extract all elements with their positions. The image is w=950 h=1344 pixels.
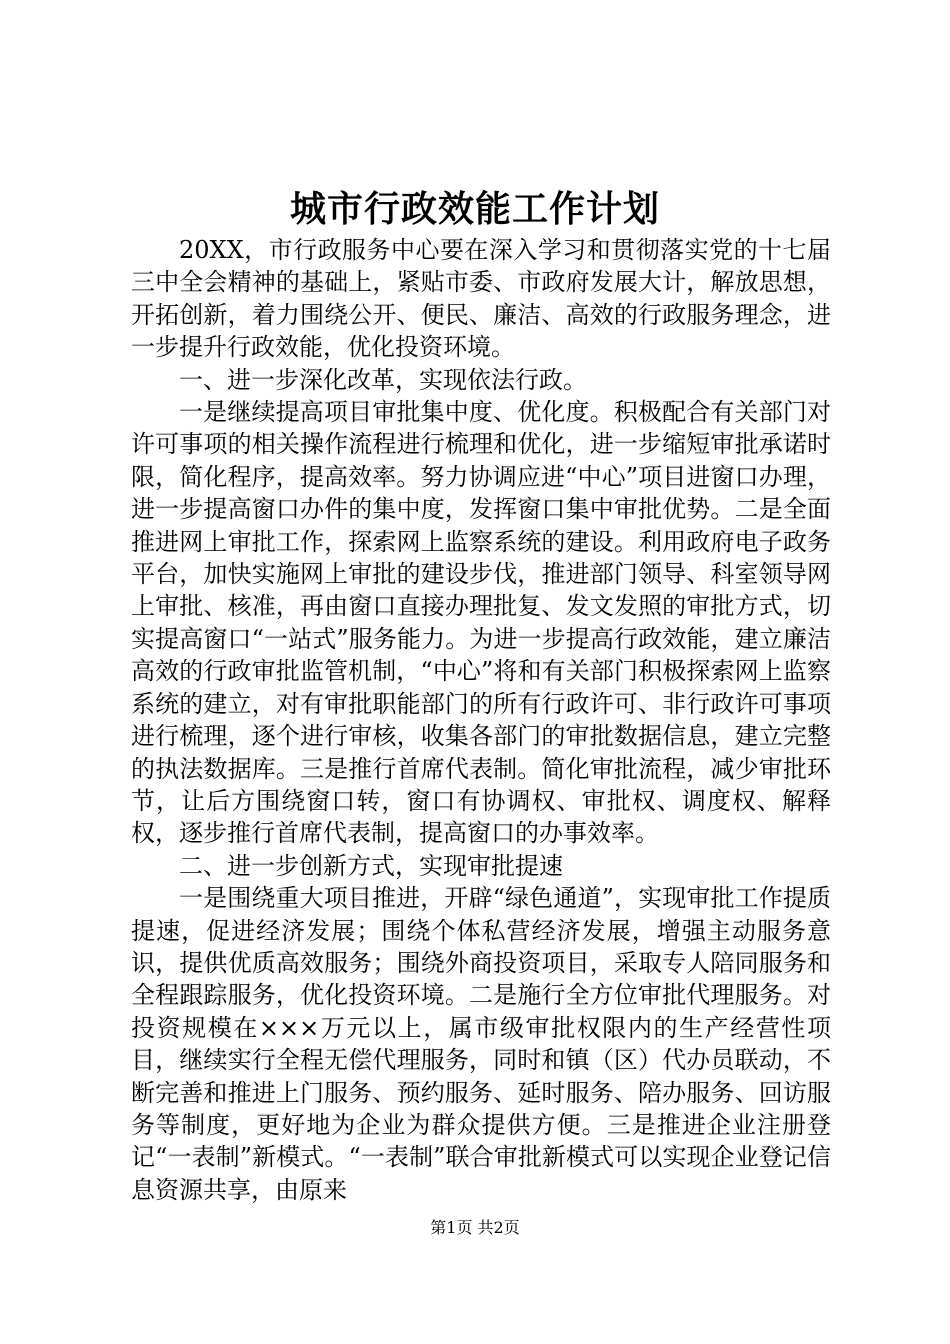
page-indicator: 第1页 共2页 [430, 1218, 520, 1237]
paragraph-section-2: 一是围绕重大项目推进，开辟“绿色通道”，实现审批工作提质提速，促进经济发展；围绕个体私营经济发展，增强主动服务意识，提供优质高效服务；围绕外商投资项目，采取专人陪同服务和全程跟踪服务，优化投资环境。二是施行全方位审批代理服务。对投资规模在×××万元以上，属市级审批权限内的生产经营性项目，继续实行全程无偿代理服务，同时和镇（区）代办员联动，不断完善和推进上门服务、预约服务、延时服务、陪办服务、回访服务等制度，更好地为企业为群众提供方便。三是推进企业注册登记“一表制”新模式。“一表制”联合审批新模式可以实现企业登记信息资源共享，由原来 [131, 884, 831, 1204]
document-body [131, 234, 831, 1206]
paragraph-intro: 20XX，市行政服务中心要在深入学习和贯彻落实党的十七届三中全会精神的基础上，紧贴市委、市政府发展大计，解放思想，开拓创新，着力围绕公开、便民、廉洁、高效的行政服务理念，进一步提升行政效能，优化投资环境。 [131, 236, 831, 362]
paragraph-heading-2: 二、进一步创新方式，实现审批提速 [179, 851, 563, 880]
paragraph-heading-1: 一、进一步深化改革，实现依法行政。 [179, 365, 587, 394]
document-title: 城市行政效能工作计划 [289, 188, 660, 230]
paragraph-section-1: 一是继续提高项目审批集中度、优化度。积极配合有关部门对许可事项的相关操作流程进行梳理和优化，进一步缩短审批承诺时限，简化程序，提高效率。努力协调应进“中心”项目进窗口办理，进一步提高窗口办件的集中度，发挥窗口集中审批优势。二是全面推进网上审批工作，探索网上监察系统的建设。利用政府电子政务平台，加快实施网上审批的建设步伐，推进部门领导、科室领导网上审批、核准，再由窗口直接办理批复、发文发照的审批方式，切实提高窗口“一站式”服务能力。为进一步提高行政效能，建立廉洁高效的行政审批监管机制，“中心”将和有关部门积极探索网上监察系统的建立，对有审批职能部门的所有行政许可、非行政许可事项进行梳理，逐个进行审核，收集各部门的审批数据信息，建立完整的执法数据库。三是推行首席代表制。简化审批流程，减少审批环节，让后方围绕窗口转，窗口有协调权、审批权、调度权、解释权，逐步推行首席代表制，提高窗口的办事效率。 [131, 398, 831, 848]
page-footer [0, 1216, 950, 1240]
